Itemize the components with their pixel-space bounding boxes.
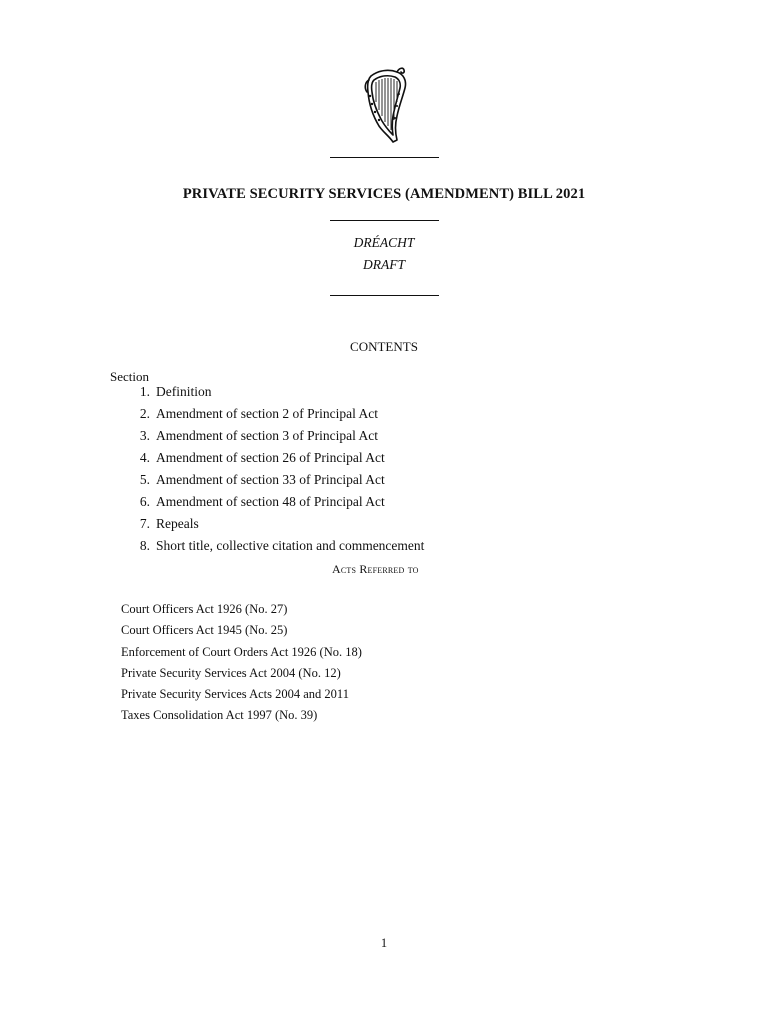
- contents-item: 1. Definition: [139, 384, 212, 399]
- contents-item: 3. Amendment of section 3 of Principal Act: [139, 428, 378, 443]
- act-item: Taxes Consolidation Act 1997 (No. 39): [121, 708, 318, 723]
- contents-item-label: Repeals: [156, 516, 199, 531]
- act-item: Enforcement of Court Orders Act 1926 (No. 18): [121, 644, 362, 659]
- contents-heading: CONTENTS: [350, 339, 418, 354]
- page-number: 1: [380, 936, 388, 950]
- acts-referred-heading: Acts Referred to: [332, 562, 419, 576]
- contents-item: 7. Repeals: [139, 516, 199, 531]
- contents-item: 8. Short title, collective citation and commencement: [139, 538, 425, 553]
- section-label: Section: [110, 369, 149, 384]
- draft-label-english: DRAFT: [363, 257, 405, 272]
- contents-item-label: Amendment of section 2 of Principal Act: [156, 406, 378, 421]
- act-item: Court Officers Act 1945 (No. 25): [121, 623, 288, 638]
- contents-item: 4. Amendment of section 26 of Principal Act: [139, 450, 385, 465]
- act-item: Private Security Services Act 2004 (No. 12): [121, 665, 341, 680]
- contents-item-label: Definition: [156, 384, 212, 399]
- contents-item-label: Amendment of section 48 of Principal Act: [156, 494, 385, 509]
- contents-item: 6. Amendment of section 48 of Principal Act: [139, 494, 385, 509]
- acts-referred-list: [121, 599, 362, 727]
- act-item: Private Security Services Acts 2004 and 2011: [121, 687, 349, 702]
- harp-emblem-icon: [359, 66, 411, 146]
- divider-middle: [330, 220, 439, 221]
- contents-list: [110, 382, 424, 558]
- bill-title: PRIVATE SECURITY SERVICES (AMENDMENT) BILL 2021: [182, 186, 586, 202]
- contents-item-label: Amendment of section 33 of Principal Act: [156, 472, 385, 487]
- act-item: Court Officers Act 1926 (No. 27): [121, 602, 288, 616]
- divider-bottom: [330, 295, 439, 296]
- contents-item-label: Amendment of section 26 of Principal Act: [156, 450, 385, 465]
- divider-top: [330, 157, 439, 158]
- contents-item: 2. Amendment of section 2 of Principal Act: [139, 406, 378, 421]
- contents-item-label: Short title, collective citation and commencement: [156, 538, 425, 553]
- draft-label-irish: DRÉACHT: [353, 235, 415, 250]
- contents-item-label: Amendment of section 3 of Principal Act: [156, 428, 378, 443]
- contents-item: 5. Amendment of section 33 of Principal Act: [139, 472, 385, 487]
